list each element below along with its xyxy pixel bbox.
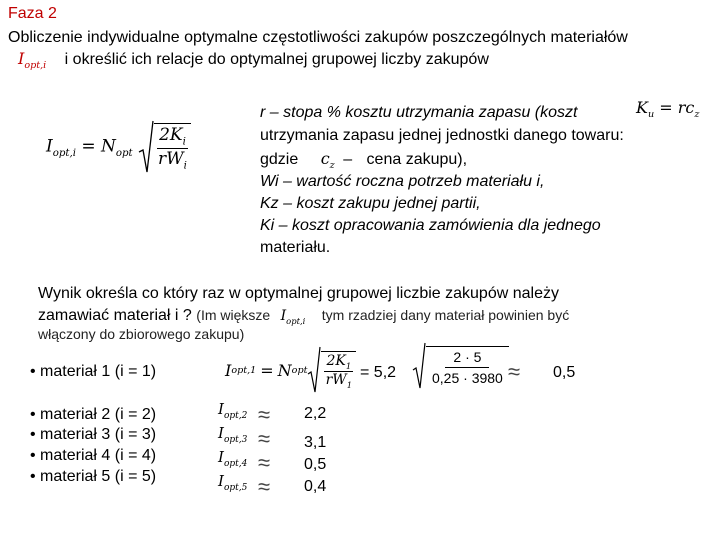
approx-icon-4: ≈ xyxy=(258,450,265,475)
material-3-symbol: $I_{opt,3}$ xyxy=(218,424,248,445)
definition-ki-line-1: Ki – koszt opracowania zamówienia dla jednego xyxy=(260,217,601,234)
main-formula: $I_{opt,i} = N_{opt}$ $\frac{2K_i}{rW_i}$ xyxy=(46,120,191,174)
intro-line-2 xyxy=(18,49,489,76)
material-1-label: • materiał 1 (i = 1) xyxy=(30,363,157,380)
approx-icon: ≈ xyxy=(508,359,515,384)
definition-wi: Wi – wartość roczna potrzeb materiału i, xyxy=(260,173,545,190)
result-line-1: Wynik określa co który raz w optymalnej grupowej liczbie zakupów należy xyxy=(38,285,559,302)
material-2-value: 2,2 xyxy=(304,405,327,422)
definition-r-line-2: utrzymania zapasu jednej jednostki danego towaru: xyxy=(260,127,624,144)
material-4-symbol: $I_{opt,4}$ xyxy=(218,448,248,469)
material-5-label: • materiał 5 (i = 5) xyxy=(30,468,157,485)
result-line-3: włączony do zbiorowego zakupu) xyxy=(38,326,245,342)
definition-r-line-3: gdzie $c_z$ – cena zakupu), xyxy=(260,149,468,172)
intro-symbol: $I_{opt,i}$ xyxy=(18,49,47,72)
definition-ki-line-2: materiału. xyxy=(260,239,331,256)
material-1-eq: = 5,2 xyxy=(360,364,397,381)
ku-formula: $K_u = rc_z$ xyxy=(636,98,700,121)
material-3-value: 3,1 xyxy=(304,434,327,451)
approx-icon-3: ≈ xyxy=(258,426,265,451)
definition-r-line-1: r – stopa % kosztu utrzymania zapasu (koszt xyxy=(260,104,578,121)
material-5-symbol: $I_{opt,5}$ xyxy=(218,472,248,493)
material-1-formula: I opt,1 = N opt $\frac{2K_1}{rW_1}$ xyxy=(225,346,356,394)
material-1-result: 0,5 xyxy=(553,364,576,381)
material-2-symbol: $I_{opt,2}$ xyxy=(218,400,248,421)
page-title: Faza 2 xyxy=(8,5,57,22)
material-5-value: 0,4 xyxy=(304,478,327,495)
intro-line-1: Obliczenie indywidualne optymalne częstotliwości zakupów poszczególnych materiałów xyxy=(8,29,628,46)
material-4-value: 0,5 xyxy=(304,456,327,473)
sqrt-symbol: $\frac{2K_i}{rW_i}$ xyxy=(138,120,191,174)
material-1-numeric-sqrt: $\frac{2 \cdot 5}{0,25 \cdot 3980}$ xyxy=(412,342,509,390)
sqrt-symbol-1: $\frac{2K_1}{rW_1}$ xyxy=(307,346,356,394)
material-2-label: • materiał 2 (i = 2) xyxy=(30,406,157,423)
approx-icon-5: ≈ xyxy=(258,474,265,499)
approx-icon-2: ≈ xyxy=(258,402,265,427)
cz-symbol: $c_z$ xyxy=(320,149,335,172)
result-line-2: zamawiać materiał i ? (Im większe $I_{opt,i}$ tym rzadziej dany materiał powinien być xyxy=(38,307,570,326)
intro-line-2-text: i określić ich relacje do optymalnej grupowej liczby zakupów xyxy=(64,51,489,68)
material-4-label: • materiał 4 (i = 4) xyxy=(30,447,157,464)
result-symbol: $I_{opt,i}$ xyxy=(280,308,306,326)
definition-kz: Kz – koszt zakupu jednej partii, xyxy=(260,195,481,212)
material-3-label: • materiał 3 (i = 3) xyxy=(30,426,157,443)
